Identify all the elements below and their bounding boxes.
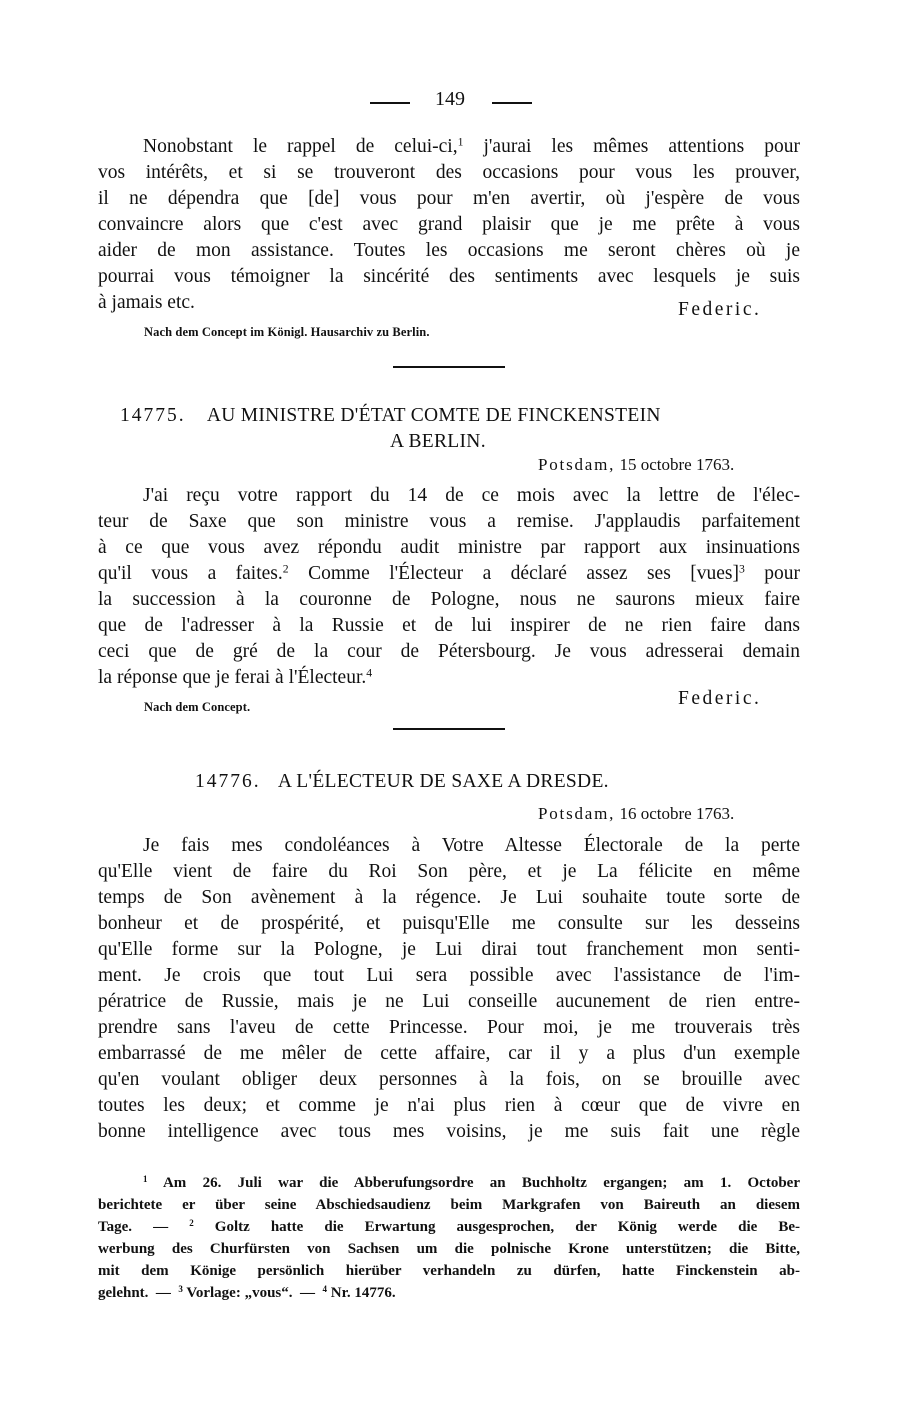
body-line: ceci que de gré de la cour de Pétersbourg. Je vous adresserai demain [98, 641, 800, 662]
body-line: convaincre alors que c'est avec grand plaisir que je me prête à vous [98, 214, 800, 235]
body-line: aider de mon assistance. Toutes les occasions me seront chères où je [98, 240, 800, 261]
body-line: Nonobstant le rappel de celui-ci,$^1$ j'aurai les mêmes attentions pour [143, 135, 800, 157]
footnote-mark: 1 [143, 1174, 148, 1185]
body-line: qu'Elle forme sur la Pologne, je Lui dirai tout franchement mon senti- [98, 939, 800, 960]
footnote-line: $^1$ Am 26. Juli war die Abberufungsordre an Buchholtz ergangen; am 1. October [143, 1174, 800, 1191]
letter-heading-line2: A BERLIN. [390, 431, 486, 452]
body-line: bonheur et de prospérité, et puisqu'Elle me consulte sur les desseins [98, 913, 800, 934]
header-rule-right [492, 102, 532, 104]
body-line: la succession à la couronne de Pologne, nous ne saurons mieux faire [98, 589, 800, 610]
footnote-mark: 4 [322, 1284, 328, 1295]
section-divider [393, 366, 505, 368]
body-line: prendre sans l'aveu de cette Princesse. Pour moi, je me trouverais très [98, 1017, 800, 1038]
letter-number: 14776. [195, 771, 261, 792]
footnote-line: berichtete er über seine Abschiedsaudienz beim Markgrafen von Baireuth an diesem [98, 1197, 800, 1213]
body-line: qu'Elle vient de faire du Roi Son père, et je La félicite en même [98, 861, 800, 882]
body-line: il ne dépendra que [de] vous pour m'en avertir, où j'espère de vous [98, 188, 800, 209]
body-line: à ce que vous avez répondu audit ministre par rapport aux insinuations [98, 537, 800, 558]
footnote-ref: 3 [738, 562, 745, 576]
body-line: ment. Je crois que tout Lui sera possible avec l'assistance de l'im- [98, 965, 800, 986]
footnote-line: Tage. — $^2$ Goltz hatte die Erwartung ausgesprochen, der König werde die Be- [98, 1218, 801, 1235]
page-number: 149 [435, 88, 465, 110]
footnote-ref: 4 [366, 666, 373, 680]
body-line: teur de Saxe que son ministre vous a remise. J'applaudis parfaitement [98, 511, 800, 532]
source-note: Nach dem Concept. [144, 700, 251, 714]
body-line: la réponse que je ferai à l'Électeur.$^4$ [98, 666, 373, 688]
body-line: qu'il vous a faites.$^2$ Comme l'Électeur a déclaré assez ses [vues]$^3$ pour [98, 562, 801, 584]
body-line: temps de Son avènement à la régence. Je Lui souhaite toute sorte de [98, 887, 800, 908]
footnote-ref: 2 [282, 562, 289, 576]
letter-heading: 14775. AU MINISTRE D'ÉTAT COMTE DE FINCKENSTEIN [120, 405, 661, 426]
footnote-line: mit dem Könige persönlich hierüber verhandeln zu dürfen, hatte Finckenstein ab- [98, 1263, 800, 1279]
body-line: Je fais mes condoléances à Votre Altesse Électorale de la perte [143, 835, 800, 856]
footnote-ref: 1 [457, 135, 464, 149]
body-line: toutes les deux; et comme je n'ai plus rien à cœur que de vivre en [98, 1095, 800, 1116]
footnote-mark: 3 [178, 1284, 183, 1295]
body-line: J'ai reçu votre rapport du 14 de ce mois avec la lettre de l'élec- [143, 485, 800, 506]
footnote-line: gelehnt. — $^3$ Vorlage: „vous“. — $^4$ Nr. 14776. [98, 1284, 396, 1301]
place-date: Potsdam, 15 octobre 1763. [538, 455, 735, 474]
section-divider [393, 728, 505, 730]
body-line: à jamais etc. [98, 292, 195, 313]
body-line: vos intérêts, et si se trouveront des occasions pour vous les prouver, [98, 162, 800, 183]
place-date: Potsdam, 16 octobre 1763. [538, 804, 735, 823]
body-line: bonne intelligence avec tous mes voisins, je me suis fait une règle [98, 1121, 800, 1142]
source-note: Nach dem Concept im Königl. Hausarchiv zu Berlin. [144, 325, 430, 339]
body-line: embarrassé de me mêler de cette affaire, car il y a plus d'un exemple [98, 1043, 800, 1064]
signature: Federic. [678, 688, 762, 709]
signature: Federic. [678, 299, 762, 320]
letter-number: 14775. [120, 405, 186, 426]
body-line: qu'en voulant obliger deux personnes à la fois, on se brouille avec [98, 1069, 800, 1090]
body-line: que de l'adresser à la Russie et de lui inspirer de ne rien faire dans [98, 615, 800, 636]
body-line: pératrice de Russie, mais je ne Lui conseille aucunement de rien entre- [98, 991, 800, 1012]
body-line: pourrai vous témoigner la sincérité des sentiments avec lesquels je suis [98, 266, 800, 287]
footnote-line: werbung des Churfürsten von Sachsen um die polnische Krone unterstützen; die Bitte, [98, 1241, 800, 1257]
letter-heading: 14776. A L'ÉLECTEUR DE SAXE A DRESDE. [195, 771, 609, 792]
footnote-mark: 2 [189, 1218, 194, 1229]
